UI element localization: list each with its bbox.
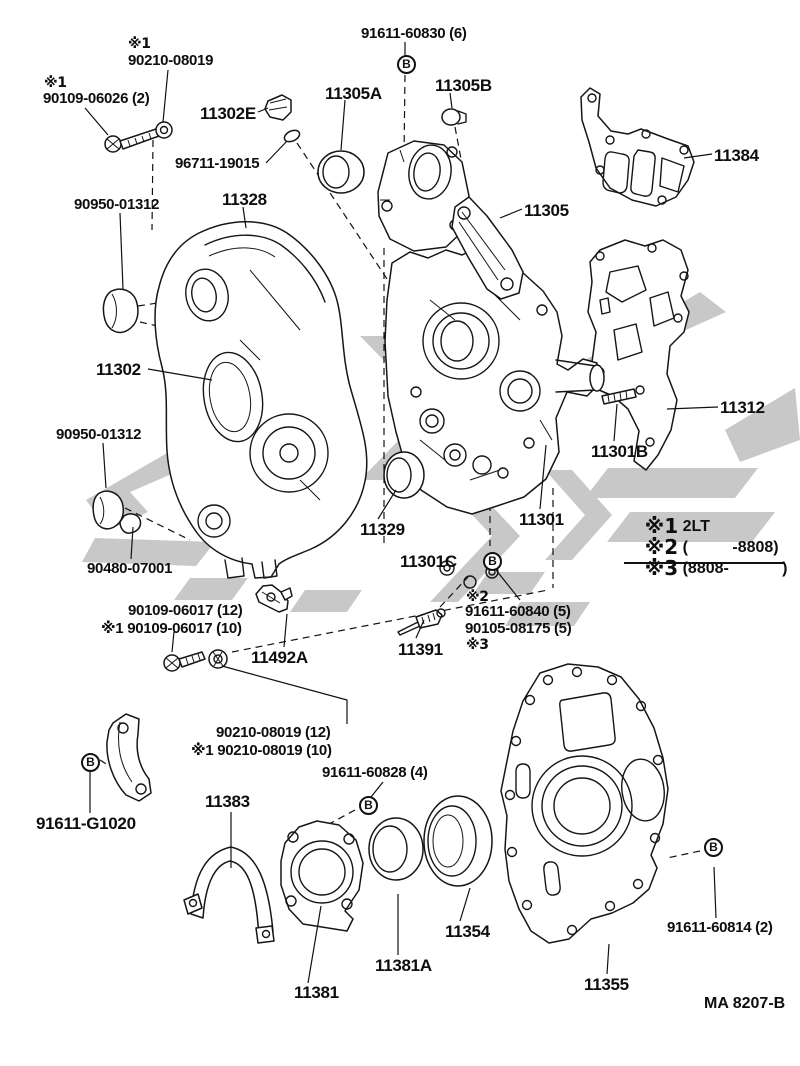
label-11301: 11301: [519, 510, 564, 529]
label-90210-08019-10: ※1 90210-08019 (10): [191, 742, 332, 759]
bolt-marker-B-bottom-left: B: [81, 753, 100, 772]
label-11305A: 11305A: [325, 84, 382, 103]
label-11329: 11329: [360, 520, 405, 539]
bolt-marker-B-top: B: [397, 55, 416, 74]
label-91611-60814: 91611-60814 (2): [667, 919, 773, 936]
label-90950-01312-top: 90950-01312: [74, 196, 160, 213]
label-90105-08175: 90105-08175 (5): [465, 620, 572, 637]
seal-11329-drawing: [384, 452, 424, 498]
retainer-11381-drawing: [281, 821, 363, 931]
label-11383: 11383: [205, 792, 250, 811]
lower-bolt-and-washer-drawing: [164, 650, 227, 671]
legend-text-1: 2LT: [678, 518, 710, 535]
label-11302E: 11302E: [200, 104, 256, 123]
label-11301B: 11301B: [591, 442, 648, 461]
timing-belt-cover-11302-drawing: [155, 222, 367, 578]
label-11305B: 11305B: [435, 76, 492, 95]
bolt-marker-B-bottom-right: B: [704, 838, 723, 857]
label-90480-07001: 90480-07001: [87, 560, 173, 577]
label-sym3: ※3: [466, 637, 489, 653]
legend-symbol-2: ※2: [644, 535, 679, 559]
label-11391: 11391: [398, 640, 443, 659]
top-bolt-and-washer-drawing: [105, 122, 172, 152]
label-90950-01312-bottom: 90950-01312: [56, 426, 142, 443]
legend-symbol-3: ※3: [644, 556, 679, 580]
bolt-marker-B-bottom-mid: B: [359, 796, 378, 815]
seal-11354-drawing: [424, 796, 492, 886]
plug-11302E-drawing: [265, 95, 301, 144]
label-11384: 11384: [714, 146, 759, 165]
label-11381A: 11381A: [375, 956, 432, 975]
plate-11355-drawing: [501, 664, 668, 943]
bracket-G1020-drawing: [107, 714, 151, 801]
seal-11381A-drawing: [369, 818, 423, 880]
label-sym-90109-top: ※1: [44, 75, 67, 91]
plug-90950-top-drawing: [103, 289, 138, 332]
bolt-marker-B-center: B: [483, 552, 502, 571]
label-11328: 11328: [222, 190, 267, 209]
label-11354: 11354: [445, 922, 490, 941]
legend-row-3: [627, 538, 788, 598]
label-91611-60828: 91611-60828 (4): [322, 764, 428, 781]
legend-symbol-1: ※1: [644, 514, 679, 538]
label-91611-60840: 91611-60840 (5): [465, 603, 571, 620]
label-11381: 11381: [294, 983, 339, 1002]
label-90109-06026: 90109-06026 (2): [43, 90, 150, 107]
label-sym-90210-top: ※1: [128, 36, 151, 52]
legend-text-2: ( -8808): [678, 539, 779, 556]
label-90210-08019-12: 90210-08019 (12): [216, 724, 331, 741]
label-sym2: ※2: [466, 589, 489, 605]
clamp-11492A-drawing: [256, 585, 292, 612]
label-11492A: 11492A: [251, 648, 308, 667]
label-90109-06017-12: 90109-06017 (12): [128, 602, 243, 619]
label-11312: 11312: [720, 398, 765, 417]
retainer-11383-drawing: [184, 847, 274, 943]
gasket-11312-drawing: [588, 240, 689, 470]
legend-underline: [624, 562, 784, 564]
plug-90950-bottom-drawing: [93, 491, 123, 529]
label-91611-G1020: 91611-G1020: [36, 814, 136, 833]
nozzle-11391-drawing: [398, 609, 445, 635]
label-11305: 11305: [524, 201, 569, 220]
label-90210-08019-top: 90210-08019: [128, 52, 214, 69]
label-96711-19015: 96711-19015: [175, 155, 260, 172]
seal-11305A-drawing: [318, 151, 364, 193]
gasket-11384-drawing: [581, 88, 694, 206]
label-11302: 11302: [96, 360, 141, 379]
label-11301C: 11301C: [400, 552, 457, 571]
plug-11305B-drawing: [442, 109, 466, 125]
figure-code: MA 8207-B: [704, 995, 786, 1012]
cone-90480-drawing: [120, 514, 141, 533]
label-11355: 11355: [584, 975, 629, 994]
label-91611-60830: 91611-60830 (6): [361, 25, 467, 42]
legend-text-3: (8808- ): [678, 560, 788, 577]
label-90109-06017-10: ※1 90109-06017 (10): [101, 620, 242, 637]
